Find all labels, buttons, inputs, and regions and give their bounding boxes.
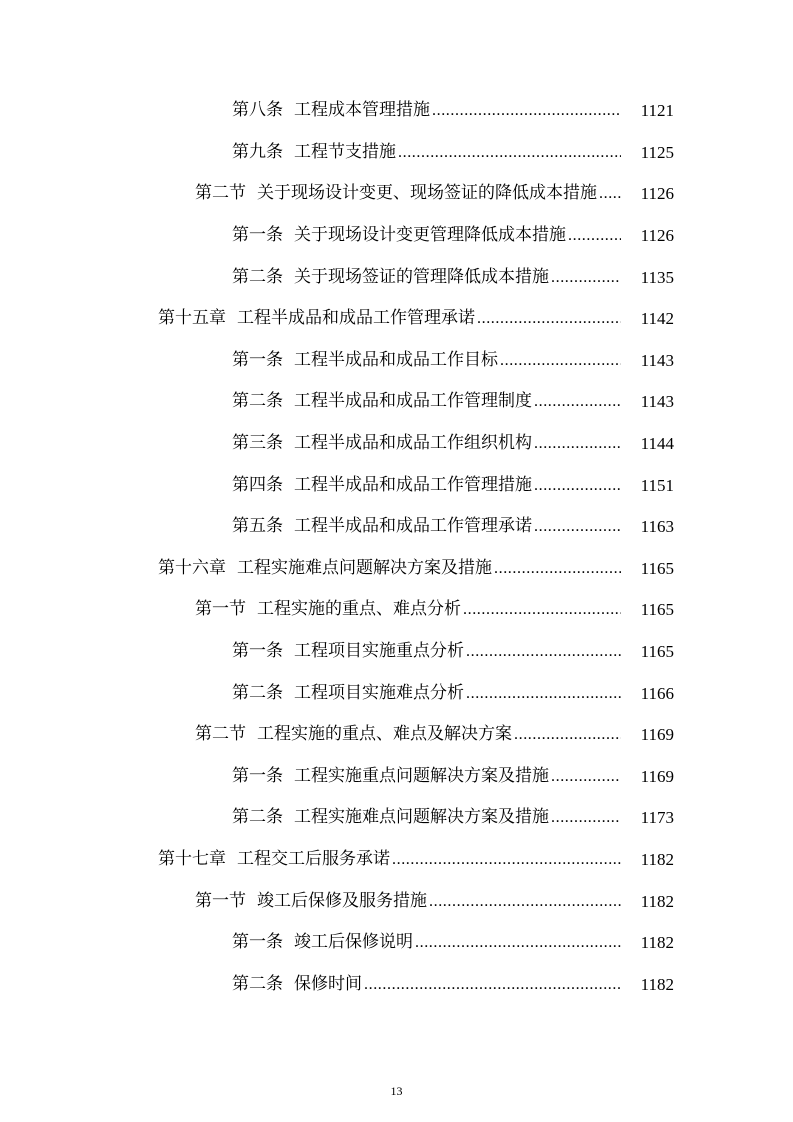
toc-entry-title: 工程节支措施 (294, 141, 396, 162)
toc-dot-leader (534, 435, 621, 452)
toc-entry-number: 第一条 (232, 349, 283, 370)
toc-dot-leader (466, 643, 621, 660)
toc-entry-title: 工程半成品和成品工作目标 (294, 349, 498, 370)
toc-entry-title: 工程半成品和成品工作管理承诺 (237, 308, 475, 329)
toc-entry[interactable] (0, 839, 793, 881)
toc-dot-leader (514, 726, 621, 743)
toc-entry-page: 1165 (640, 600, 674, 620)
toc-entry-page: 1182 (640, 849, 674, 869)
toc-entry-number: 第三条 (232, 433, 283, 454)
toc-entry-page: 1121 (640, 101, 674, 121)
toc-entry[interactable] (0, 173, 793, 215)
toc-entry-number: 第一节 (195, 599, 246, 620)
toc-entry-number: 第九条 (232, 141, 283, 162)
toc-entry-number: 第二节 (195, 724, 246, 745)
toc-entry-page: 1169 (640, 725, 674, 745)
toc-dot-leader (534, 393, 621, 410)
toc-entry[interactable] (0, 756, 793, 798)
toc-entry-page: 1182 (640, 933, 674, 953)
toc-entry-title: 工程项目实施重点分析 (294, 641, 464, 662)
toc-entry-number: 第十六章 (158, 557, 226, 578)
toc-entry[interactable] (0, 215, 793, 257)
toc-entry-number: 第二条 (232, 807, 283, 828)
toc-entry-page: 1173 (640, 808, 674, 828)
toc-entry[interactable] (0, 797, 793, 839)
toc-entry[interactable] (0, 963, 793, 1005)
toc-dot-leader (551, 809, 621, 826)
toc-entry[interactable] (0, 423, 793, 465)
toc-entry-number: 第四条 (232, 474, 283, 495)
toc-dot-leader (415, 934, 621, 951)
toc-entry[interactable] (0, 714, 793, 756)
toc-entry[interactable] (0, 589, 793, 631)
toc-entry-title: 竣工后保修及服务措施 (257, 890, 427, 911)
toc-dot-leader (534, 477, 621, 494)
toc-entry-title: 工程实施的重点、难点及解决方案 (257, 724, 512, 745)
toc-entry-title: 工程半成品和成品工作管理承诺 (294, 516, 532, 537)
toc-entry-title: 工程实施难点问题解决方案及措施 (237, 557, 492, 578)
toc-entry-page: 1163 (640, 517, 674, 537)
toc-entry-title: 工程项目实施难点分析 (294, 682, 464, 703)
toc-entry-title: 工程交工后服务承诺 (237, 848, 390, 869)
toc-entry[interactable] (0, 340, 793, 382)
toc-dot-leader (466, 685, 621, 702)
toc-entry-title: 工程实施重点问题解决方案及措施 (294, 765, 549, 786)
toc-dot-leader (398, 144, 621, 161)
toc-entry-page: 1169 (640, 766, 674, 786)
page-number: 13 (390, 1084, 403, 1098)
toc-entry[interactable] (0, 631, 793, 673)
toc-dot-leader (463, 601, 621, 618)
toc-entry[interactable] (0, 672, 793, 714)
toc-entry-page: 1143 (640, 350, 674, 370)
toc-entry[interactable] (0, 464, 793, 506)
toc-dot-leader (599, 185, 621, 202)
toc-entry-title: 工程半成品和成品工作组织机构 (294, 433, 532, 454)
toc-entry-number: 第二条 (232, 682, 283, 703)
toc-dot-leader (432, 102, 621, 119)
toc-dot-leader (494, 560, 621, 577)
toc-entry-title: 关于现场设计变更、现场签证的降低成本措施 (257, 183, 597, 204)
toc-entry-page: 1143 (640, 392, 674, 412)
toc-entry-page: 1151 (640, 475, 674, 495)
table-of-contents (0, 90, 793, 1005)
toc-entry-page: 1166 (640, 683, 674, 703)
toc-dot-leader (364, 976, 621, 993)
toc-entry-number: 第二条 (232, 973, 283, 994)
toc-entry-number: 第一条 (232, 765, 283, 786)
toc-entry[interactable] (0, 132, 793, 174)
toc-entry-page: 1126 (640, 226, 674, 246)
toc-entry-page: 1182 (640, 974, 674, 994)
toc-entry-title: 工程成本管理措施 (294, 100, 430, 121)
toc-entry-number: 第一条 (232, 641, 283, 662)
toc-entry-number: 第一条 (232, 225, 283, 246)
toc-entry-title: 工程半成品和成品工作管理制度 (294, 391, 532, 412)
toc-dot-leader (429, 893, 621, 910)
toc-entry[interactable] (0, 548, 793, 590)
toc-entry-title: 工程半成品和成品工作管理措施 (294, 474, 532, 495)
toc-entry-page: 1182 (640, 891, 674, 911)
toc-entry-number: 第五条 (232, 516, 283, 537)
toc-entry-number: 第十七章 (158, 848, 226, 869)
toc-entry-number: 第一条 (232, 932, 283, 953)
toc-entry-number: 第二条 (232, 266, 283, 287)
toc-entry-page: 1142 (640, 309, 674, 329)
toc-entry[interactable] (0, 381, 793, 423)
toc-dot-leader (534, 518, 621, 535)
toc-entry-title: 关于现场设计变更管理降低成本措施 (294, 225, 566, 246)
toc-entry-number: 第二节 (195, 183, 246, 204)
toc-entry-page: 1165 (640, 642, 674, 662)
toc-entry-number: 第一节 (195, 890, 246, 911)
toc-entry-title: 关于现场签证的管理降低成本措施 (294, 266, 549, 287)
toc-entry[interactable] (0, 256, 793, 298)
toc-dot-leader (551, 768, 621, 785)
toc-entry[interactable] (0, 90, 793, 132)
toc-entry-title: 竣工后保修说明 (294, 932, 413, 953)
toc-entry[interactable] (0, 922, 793, 964)
toc-dot-leader (392, 851, 621, 868)
toc-entry-page: 1125 (640, 142, 674, 162)
toc-entry-page: 1126 (640, 184, 674, 204)
toc-entry[interactable] (0, 506, 793, 548)
toc-dot-leader (568, 227, 621, 244)
toc-entry-number: 第八条 (232, 100, 283, 121)
toc-entry-page: 1144 (640, 434, 674, 454)
toc-entry-page: 1135 (640, 267, 674, 287)
toc-dot-leader (500, 352, 621, 369)
toc-dot-leader (551, 269, 621, 286)
toc-entry[interactable] (0, 880, 793, 922)
toc-entry-page: 1165 (640, 558, 674, 578)
toc-entry[interactable] (0, 298, 793, 340)
toc-entry-title: 保修时间 (294, 973, 362, 994)
toc-entry-number: 第二条 (232, 391, 283, 412)
toc-entry-title: 工程实施难点问题解决方案及措施 (294, 807, 549, 828)
toc-entry-number: 第十五章 (158, 308, 226, 329)
toc-entry-title: 工程实施的重点、难点分析 (257, 599, 461, 620)
toc-dot-leader (477, 310, 621, 327)
